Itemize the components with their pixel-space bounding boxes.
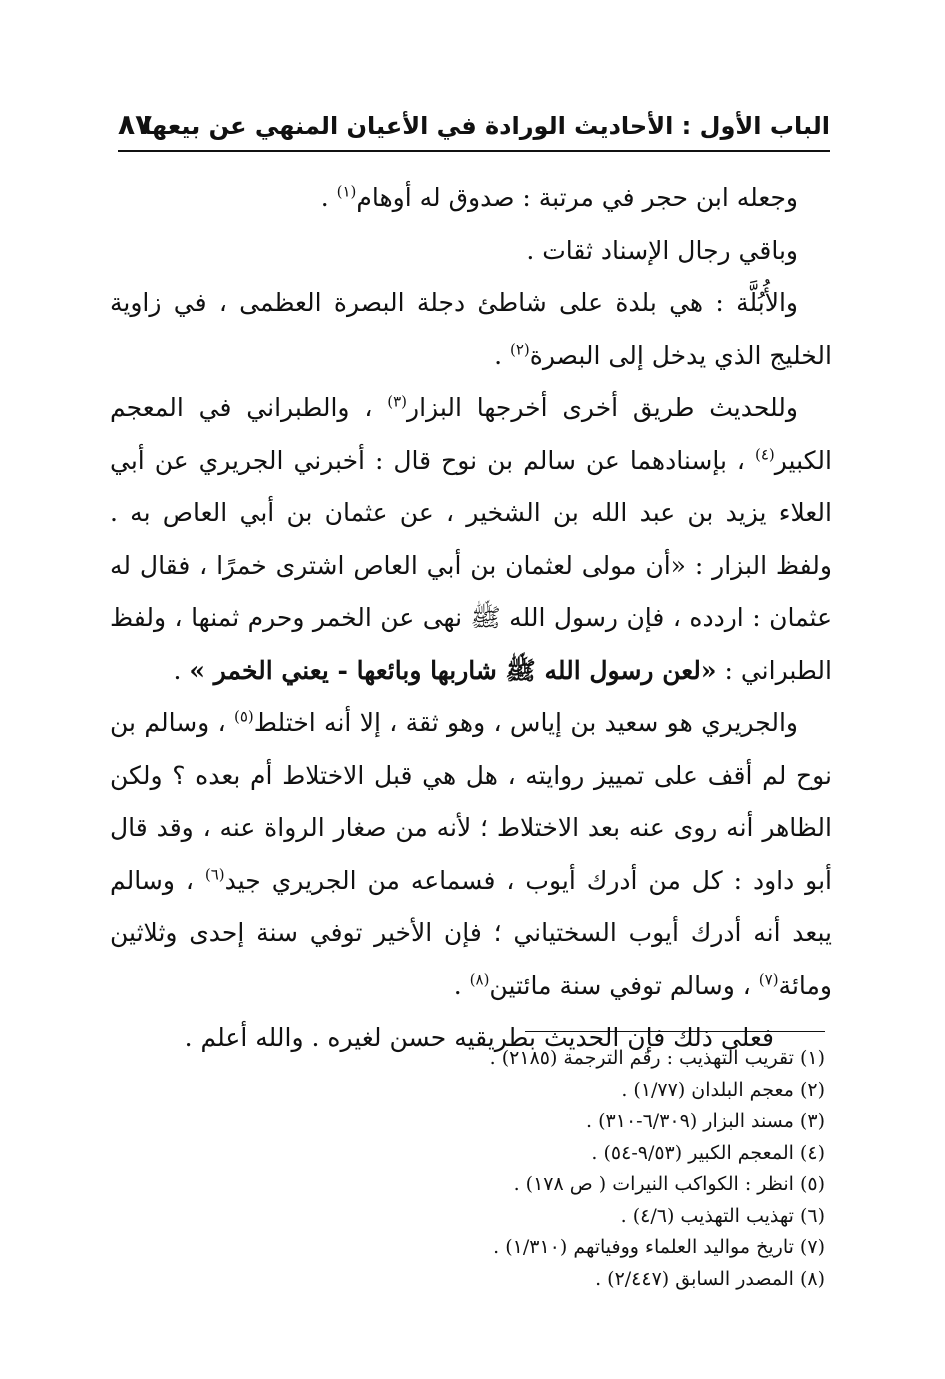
paragraph-1: وجعله ابن حجر في مرتبة : صدوق له أوهام$^{(١)}$ . <box>320 182 798 212</box>
hadith-quote: «لعن رسول الله ﷺ شاربها وبائعها - يعني الخمر » <box>189 655 717 685</box>
footnote-ref-3: (٣) <box>387 392 407 411</box>
footnote-4: (٤) المعجم الكبير (٩/٥٣-٥٤) . <box>591 1141 825 1164</box>
paragraph-2: وباقي رجال الإسناد ثقات . <box>526 235 798 265</box>
footnote-divider <box>525 1031 825 1032</box>
footnote-7: (٧) تاريخ مواليد العلماء ووفياتهم (١/٣١٠) . <box>493 1236 825 1258</box>
page-number: ٨٧ <box>118 108 153 141</box>
footnote-ref-6: (٦) <box>204 865 225 884</box>
paragraph-4: وللحديث طريق أخرى أخرجها البزار$^{(٣)}$ ، والطبراني في المعجم الكبير$^{(٤)}$ ، بإسنادهما عن سالم بن نوح قال : أخبرني الجريري عن أبي العلاء يزيد بن عبد الله بن الشخير ، عن عثمان بن أبي العاص به . ولفظ البزار : «أن مولى لعثمان بن أبي العاص اشترى خمرًا ، فقال له عثمان : اردده ، فإن رسول الله ﷺ نهى عن الخمر وحرم ثمنها ، ولفظ الطبراني : «لعن رسول الله ﷺ شاربها وبائعها - يعني الخمر » . <box>110 392 832 685</box>
footnotes <box>125 1043 825 1295</box>
footnote-ref-8: (٨) <box>469 970 490 989</box>
footnote-ref-7: (٧) <box>758 970 779 989</box>
main-text <box>110 172 832 1065</box>
footnote-3: (٣) مسند البزار (٦/٣٠٩-٣١٠) . <box>586 1110 825 1132</box>
footnote-5: (٥) انظر : الكواكب النيرات ( ص ١٧٨) . <box>513 1173 825 1195</box>
footnote-ref-5: (٥) <box>233 707 254 726</box>
footnote-2: (٢) معجم البلدان (١/٧٧) . <box>621 1078 825 1101</box>
header-divider <box>118 150 830 152</box>
footnote-ref-1: (١) <box>336 182 357 201</box>
paragraph-6: فعلى ذلك فإن الحديث بطريقيه حسن لغيره . والله أعلم . <box>184 1023 774 1052</box>
footnote-ref-4: (٤) <box>754 445 775 464</box>
footnote-6: (٦) تهذيب التهذيب (٤/٦) . <box>620 1204 825 1227</box>
footnote-ref-2: (٢) <box>509 340 530 359</box>
footnote-1: (١) تقريب التهذيب : رقم الترجمة (٢١٨٥) . <box>489 1047 825 1069</box>
running-title: الباب الأول : الأحاديث الورادة في الأعيان المنهي عن بيعها <box>143 112 830 140</box>
page-header <box>118 108 830 148</box>
footnote-8: (٨) المصدر السابق (٢/٤٤٧) . <box>595 1267 825 1290</box>
paragraph-3: والأُبُلَّة : هي بلدة على شاطئ دجلة البصرة العظمى ، في زاوية الخليج الذي يدخل إلى البصرة$^{(٢)}$ . <box>110 288 832 370</box>
paragraph-5: والجريري هو سعيد بن إياس ، وهو ثقة ، إلا أنه اختلط$^{(٥)}$ ، وسالم بن نوح لم أقف على تمييز روايته ، هل هي قبل الاختلاط أم بعده ؟ ولكن الظاهر أنه روى عنه بعد الاختلاط ؛ لأنه من صغار الرواة عنه ، وقد قال أبو داود : كل من أدرك أيوب ، فسماعه من الجريري جيد$^{(٦)}$ ، وسالم يبعد أنه أدرك أيوب السختياني ؛ فإن الأخير توفي سنة إحدى وثلاثين ومائة$^{(٧)}$ ، وسالم توفي سنة مائتين$^{(٨)}$ . <box>110 707 832 1000</box>
